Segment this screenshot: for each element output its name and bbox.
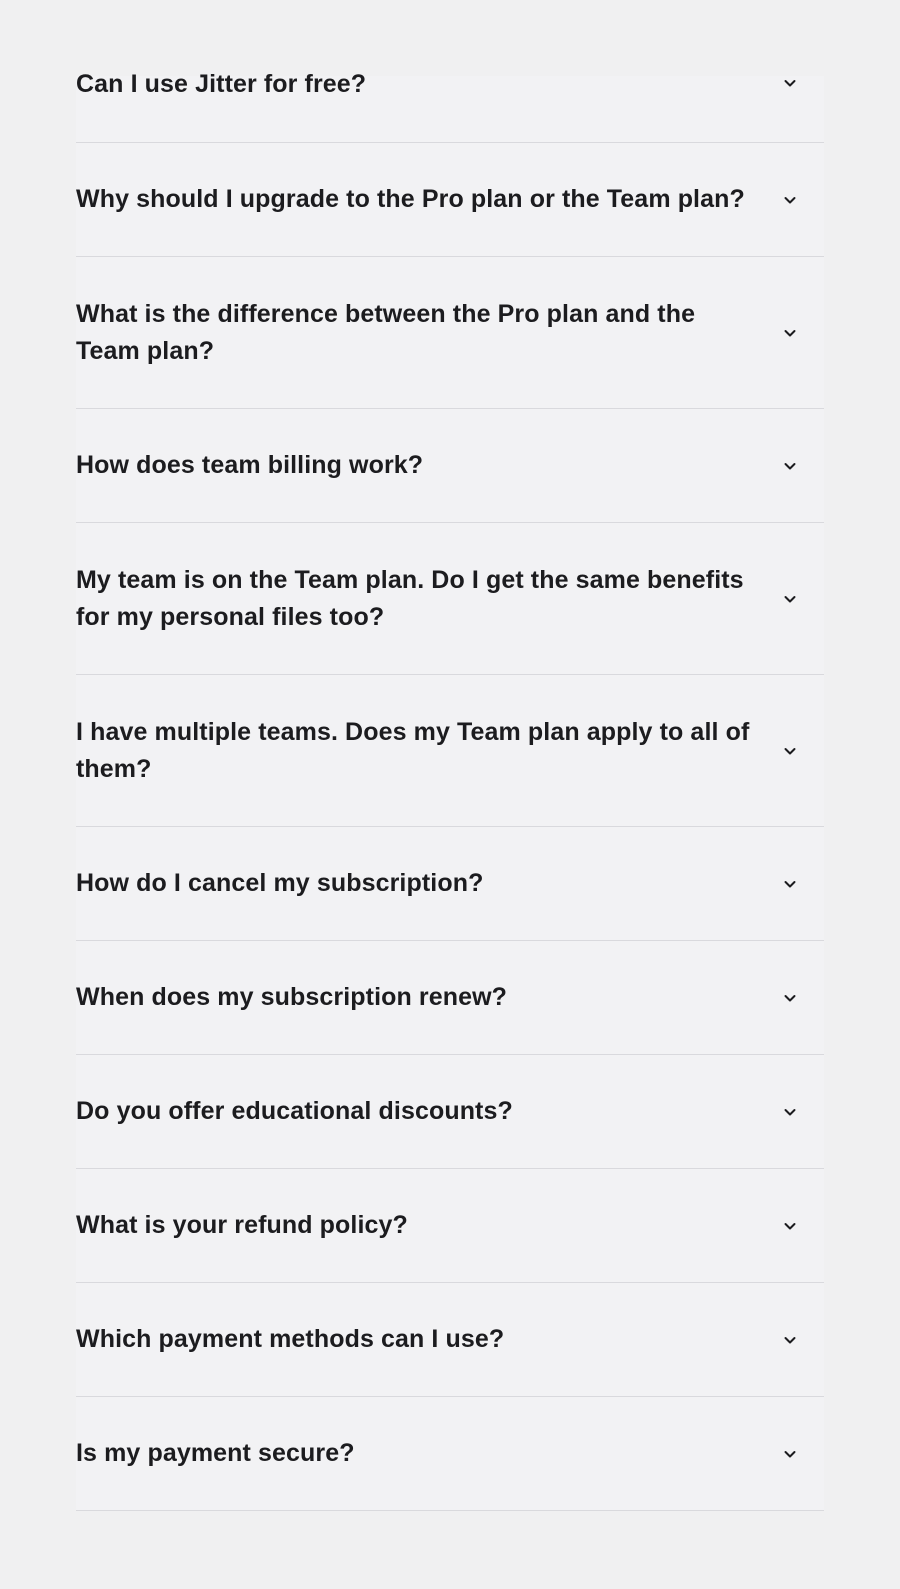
chevron-down-icon[interactable]	[778, 71, 802, 95]
faq-question: Is my payment secure?	[76, 1439, 355, 1467]
faq-item-plan-difference[interactable]	[76, 257, 824, 409]
faq-item-payment-secure[interactable]	[76, 1397, 824, 1511]
faq-item-multiple-teams[interactable]	[76, 675, 824, 827]
faq-item-free-use[interactable]	[76, 70, 824, 143]
faq-question: How does team billing work?	[76, 451, 424, 479]
chevron-down-icon[interactable]	[778, 1442, 802, 1466]
chevron-down-icon[interactable]	[778, 587, 802, 611]
chevron-down-icon[interactable]	[778, 454, 802, 478]
faq-question: Why should I upgrade to the Pro plan or the Team plan?	[76, 185, 745, 213]
faq-item-refund-policy[interactable]	[76, 1169, 824, 1283]
faq-question: Can I use Jitter for free?	[76, 70, 367, 98]
chevron-down-icon[interactable]	[778, 321, 802, 345]
faq-item-payment-methods[interactable]	[76, 1283, 824, 1397]
chevron-down-icon[interactable]	[778, 1100, 802, 1124]
faq-question: Do you offer educational discounts?	[76, 1097, 513, 1125]
faq-question: How do I cancel my subscription?	[76, 869, 484, 897]
faq-question: Which payment methods can I use?	[76, 1325, 505, 1353]
faq-item-team-billing[interactable]	[76, 409, 824, 523]
faq-question: I have multiple teams. Does my Team plan apply to all of them?	[76, 717, 750, 783]
faq-item-personal-files[interactable]	[76, 523, 824, 675]
chevron-down-icon[interactable]	[778, 1328, 802, 1352]
faq-item-upgrade[interactable]	[76, 143, 824, 257]
faq-question: My team is on the Team plan. Do I get the same benefits for my personal files too?	[76, 565, 744, 631]
faq-item-cancel-subscription[interactable]	[76, 827, 824, 941]
chevron-down-icon[interactable]	[778, 188, 802, 212]
chevron-down-icon[interactable]	[778, 872, 802, 896]
chevron-down-icon[interactable]	[778, 739, 802, 763]
faq-list	[76, 70, 824, 1511]
faq-question: What is your refund policy?	[76, 1211, 408, 1239]
chevron-down-icon[interactable]	[778, 1214, 802, 1238]
faq-question: What is the difference between the Pro plan and the Team plan?	[76, 299, 696, 365]
faq-question: When does my subscription renew?	[76, 983, 508, 1011]
faq-item-subscription-renew[interactable]	[76, 941, 824, 1055]
faq-item-educational-discounts[interactable]	[76, 1055, 824, 1169]
chevron-down-icon[interactable]	[778, 986, 802, 1010]
